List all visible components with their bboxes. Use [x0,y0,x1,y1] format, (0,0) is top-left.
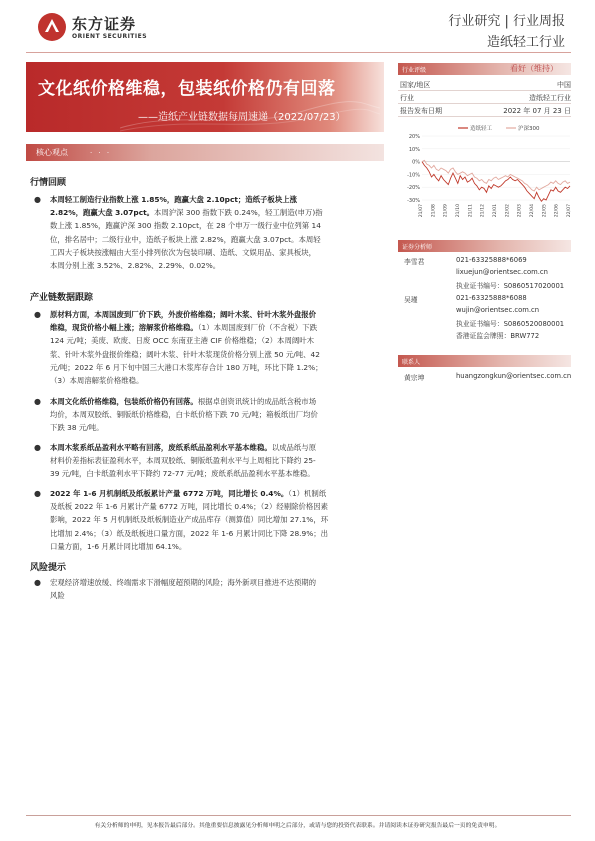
analyst-2-cert: 执业证书编号：S0860520080001 [456,320,565,328]
p1-text-5: 元/吨；2022 年 6 月下旬中国三大港口木浆库存合计 180 万吨，环比下降 1.2%； [50,362,323,372]
review-text-2: 数上涨 1.85%，跑赢沪深 300 指数 2.10pct，在 28 个申万一级行业中位列第 14 [50,221,321,231]
logo-text-en: ORIENT SECURITIES [72,33,148,40]
analyst-1-tel: 021-63325888*6069 [456,256,527,264]
analyst-1-cert: 执业证书编号：S0860517020001 [456,282,565,290]
risk-heading: 风险提示 [30,563,67,573]
section-bar [26,144,384,161]
legend-label: 沪深300 [518,126,540,132]
y-tick-label: -30% [407,198,420,204]
bullet-icon: ● [34,397,41,406]
section-label: 核心观点 [36,148,68,157]
p1-text-3: 124 元/吨；美废、欧废、日废 OCC 东南亚主港 CIF 价格维稳；（2）本周阔叶木 [50,336,315,346]
review-text-4: 工四大子板块按涨幅由大至小排列依次为包装印刷、造纸、文娱用品、家具板块， [50,247,317,257]
analyst-1-email[interactable]: lixuejun@orientsec.com.cn [456,268,548,276]
logo-icon [37,12,67,42]
row-divider [398,116,571,117]
chain-paragraph-1 [50,308,370,387]
analyst-2-name: 吴瑾 [404,296,418,304]
bullet-icon: ● [34,443,41,452]
p4-bold-1: 2022 年 1-6 月机制纸及纸板累计产量 6772 万吨，同比增长 0.4%。 [50,489,289,498]
chain-heading: 产业链数据跟踪 [30,293,94,303]
x-tick-label: 22/05 [542,204,548,218]
x-tick-label: 21/08 [431,204,437,218]
contact-label: 联系人 [402,359,421,366]
chain-paragraph-2 [50,395,370,435]
p2-text-3: 下跌 38 元/吨。 [50,423,104,433]
p1-text-6: （3）本周溶解浆价格维稳。 [50,376,144,386]
p4-text-5: 口量方面，1-6 月累计同比增加 64.1%。 [50,541,187,551]
p3-bold-1: 本周木浆系纸品盈利水平略有回落，废纸系纸品盈利水平基本维稳。 [50,443,272,452]
x-tick-label: 22/04 [530,204,535,218]
industry-label: 行业 [400,94,414,102]
x-tick-label: 22/03 [517,204,523,218]
section-dots: . . . [90,147,112,155]
row-divider [398,90,571,91]
date-label: 报告发布日期 [400,107,442,115]
logo-text-cn: 东方证券 [72,15,137,33]
p1-text-2: （1）本周国废到厂价（不含税）下跌 [197,323,318,333]
p1-bold-2: 维稳，现货价格小幅上涨；溶解浆价格维稳。 [50,323,198,333]
contact-bar [398,355,571,367]
y-tick-label: 10% [408,146,420,153]
y-tick-label: -20% [407,185,420,192]
x-tick-label: 21/11 [468,204,474,218]
review-text-1: 本周沪深 300 指数下跌 0.24%，轻工制造(申万)指 [154,208,323,218]
p4-text-2: 及纸板 2022 年 1-6 月累计产量 6772 万吨，同比增长 0.4%；（2）经剔除价格因素 [50,502,329,512]
review-bold-2: 2.82%，跑赢大盘 3.07pct。 [50,208,154,218]
legend-label: 造纸轻工 [470,126,493,132]
p3-text-1: 以成品纸与原 [271,443,317,452]
p4-text-1: （1）机制纸 [288,489,327,498]
x-tick-label: 21/09 [443,204,449,218]
x-tick-label: 22/02 [505,204,511,218]
industry-value: 造纸轻工行业 [529,94,571,102]
analyst-label: 证券分析师 [402,244,433,251]
report-subtitle: ——造纸产业链数据每周速递（2022/07/23） [138,112,346,123]
bullet-icon: ● [34,195,41,204]
review-heading: 行情回顾 [30,178,67,188]
review-paragraph [50,193,370,272]
x-tick-label: 21/07 [419,204,424,218]
region-label: 国家/地区 [400,81,431,89]
date-value: 2022 年 07 月 23 日 [503,107,571,115]
rating-value: 看好（维持） [510,64,558,73]
y-tick-label: 20% [408,134,420,140]
y-tick-label: -10% [407,172,420,179]
p1-text-4: 浆、针叶木浆外盘报价维稳；阔叶木浆、针叶木浆现货价格分别上涨 50 元/吨、42 [50,349,320,359]
industry-name: 造纸轻工行业 [486,35,565,50]
analyst-1-name: 李雪君 [404,258,425,266]
report-title: 文化纸价格维稳，包装纸价格仍有回落 [38,79,336,99]
chain-paragraph-4 [50,487,370,553]
analyst-2-email[interactable]: wujin@orientsec.com.cn [456,306,540,314]
p4-text-3: 影响，2022 年 5 月机制纸及纸板制造业产成品库存（测算值）同比增加 27.1%，环 [50,515,329,525]
x-tick-label: 22/06 [554,204,560,218]
footer-divider [26,815,571,816]
risk-text-1: 宏观经济增速放缓、终端需求下滑幅度超预期的风险；海外新项目推进不达预期的 [50,578,317,587]
series-line [422,162,570,202]
p2-text-2: 均价，本周双胶纸、铜版纸价格维稳，白卡纸价格下跌 70 元/吨；箱板纸出厂均价 [50,410,318,420]
bullet-icon: ● [34,489,41,498]
review-bold-1: 本周轻工制造行业指数上涨 1.85%，跑赢大盘 2.10pct；造纸子板块上涨 [50,195,297,204]
analyst-2-hk: 香港证监会牌照：BRW772 [456,332,540,340]
y-tick-label: 0% [412,159,420,166]
bullet-icon: ● [34,578,41,587]
analyst-2-tel: 021-63325888*6088 [456,294,527,302]
report-category: 行业研究 | 行业周报 [448,14,565,29]
risk-paragraph [50,576,370,602]
disclaimer-footer: 有关分析师的申明，见本报告最后部分。其他重要信息披露见分析师申明之后部分，或请与您的投资代表联系。并请阅读本证券研究报告最后一页的免责申明。 [94,823,501,829]
region-value: 中国 [557,81,571,89]
chain-paragraph-3 [50,441,370,481]
p2-text-1: 根据卓创资讯统计的成品纸含税市场 [197,397,317,406]
review-text-3: 位，排名居中；二级行业中，造纸子板块上涨 2.82%，跑赢大盘 3.07pct。本周轻 [50,234,321,244]
p3-text-2: 材料价差指标表征盈利水平，本周双胶纸、铜版纸盈利水平与上周相比下降约 25- [50,456,316,466]
risk-text-2: 风险 [50,591,65,601]
contact-name: 黄宗坤 [404,374,425,382]
performance-chart [398,122,574,227]
p3-text-3: 39 元/吨，白卡纸盈利水平下降约 72-77 元/吨；废纸系纸品盈利水平基本维稳。 [50,469,315,479]
x-tick-label: 21/12 [480,204,486,218]
bullet-icon: ● [34,310,41,319]
rating-label: 行业评级 [402,67,427,74]
header-divider [26,52,571,53]
p4-text-4: 比增加 2.4%；（3）纸及纸板进口量方面，2022 年 1-6 月累计同比下降 28.9%；出 [50,528,329,538]
x-tick-label: 22/01 [493,204,498,218]
review-text-5: 本周分别上涨 3.52%、2.82%、2.29%、0.02%。 [50,261,221,271]
p2-bold-1: 本周文化纸价格维稳，包装纸价格仍有回落。 [50,397,198,406]
p1-bold-1: 原材料方面，本周国废到厂价下跌，外废价格维稳；阔叶木浆、针叶木浆外盘报价 [50,310,317,319]
row-divider [398,103,571,104]
x-tick-label: 21/10 [456,204,461,218]
contact-email[interactable]: huangzongkun@orientsec.com.cn [456,372,572,380]
x-tick-label: 22/07 [567,204,572,218]
